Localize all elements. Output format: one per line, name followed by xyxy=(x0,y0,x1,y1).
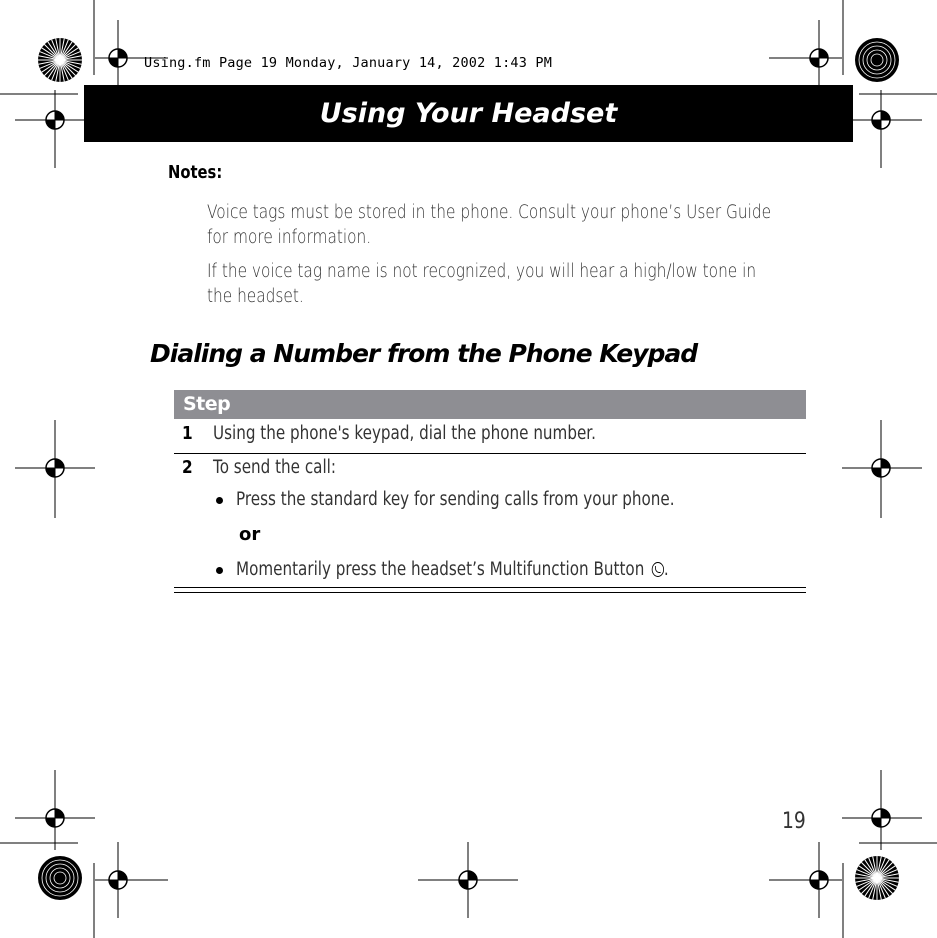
bullet-text: Momentarily press the headset’s Multifunction Button xyxy=(236,559,645,580)
bullet-line xyxy=(236,559,669,580)
table-row-divider xyxy=(174,453,806,454)
ring-target-icon xyxy=(855,38,899,82)
bullet-end: . xyxy=(663,559,669,580)
table-bottom-rule xyxy=(174,587,806,588)
registration-mark-icon xyxy=(39,452,71,484)
starburst-icon xyxy=(38,38,82,82)
registration-mark-icon xyxy=(102,864,134,896)
registration-mark-icon xyxy=(865,802,897,834)
step-number: 2 xyxy=(182,457,193,478)
multifunction-button-icon xyxy=(652,562,664,577)
registration-mark-icon xyxy=(102,42,134,74)
or-label: or xyxy=(239,524,261,545)
page-title: Using Your Headset xyxy=(319,98,618,129)
step-header-label: Step xyxy=(183,393,231,415)
registration-mark-icon xyxy=(452,864,484,896)
registration-mark-icon xyxy=(39,104,71,136)
starburst-icon xyxy=(855,856,899,900)
step-table-header xyxy=(174,390,806,419)
print-header: Using.fm Page 19 Monday, January 14, 2002 1:43 PM xyxy=(144,55,553,71)
page-number: 19 xyxy=(782,809,806,834)
notes-label: Notes: xyxy=(168,162,223,183)
registration-mark-icon xyxy=(39,802,71,834)
section-heading: Dialing a Number from the Phone Keypad xyxy=(150,339,698,368)
ring-target-icon xyxy=(38,856,82,900)
registration-mark-icon xyxy=(803,864,835,896)
registration-mark-icon xyxy=(865,452,897,484)
bullet-text: Press the standard key for sending calls from your phone. xyxy=(236,489,675,510)
bullet-icon xyxy=(216,567,223,574)
table-bottom-rule xyxy=(174,592,806,593)
note-item: Voice tags must be stored in the phone. Consult your phone’s User Guide for more information. xyxy=(207,202,772,248)
step-number: 1 xyxy=(182,423,193,444)
bullet-icon xyxy=(216,497,223,504)
note-item: If the voice tag name is not recognized, you will hear a high/low tone in the headset. xyxy=(207,261,757,307)
registration-mark-icon xyxy=(865,104,897,136)
step-text: Using the phone's keypad, dial the phone number. xyxy=(213,423,596,444)
step-text: To send the call: xyxy=(213,457,336,478)
registration-mark-icon xyxy=(803,42,835,74)
title-bar xyxy=(84,85,853,142)
